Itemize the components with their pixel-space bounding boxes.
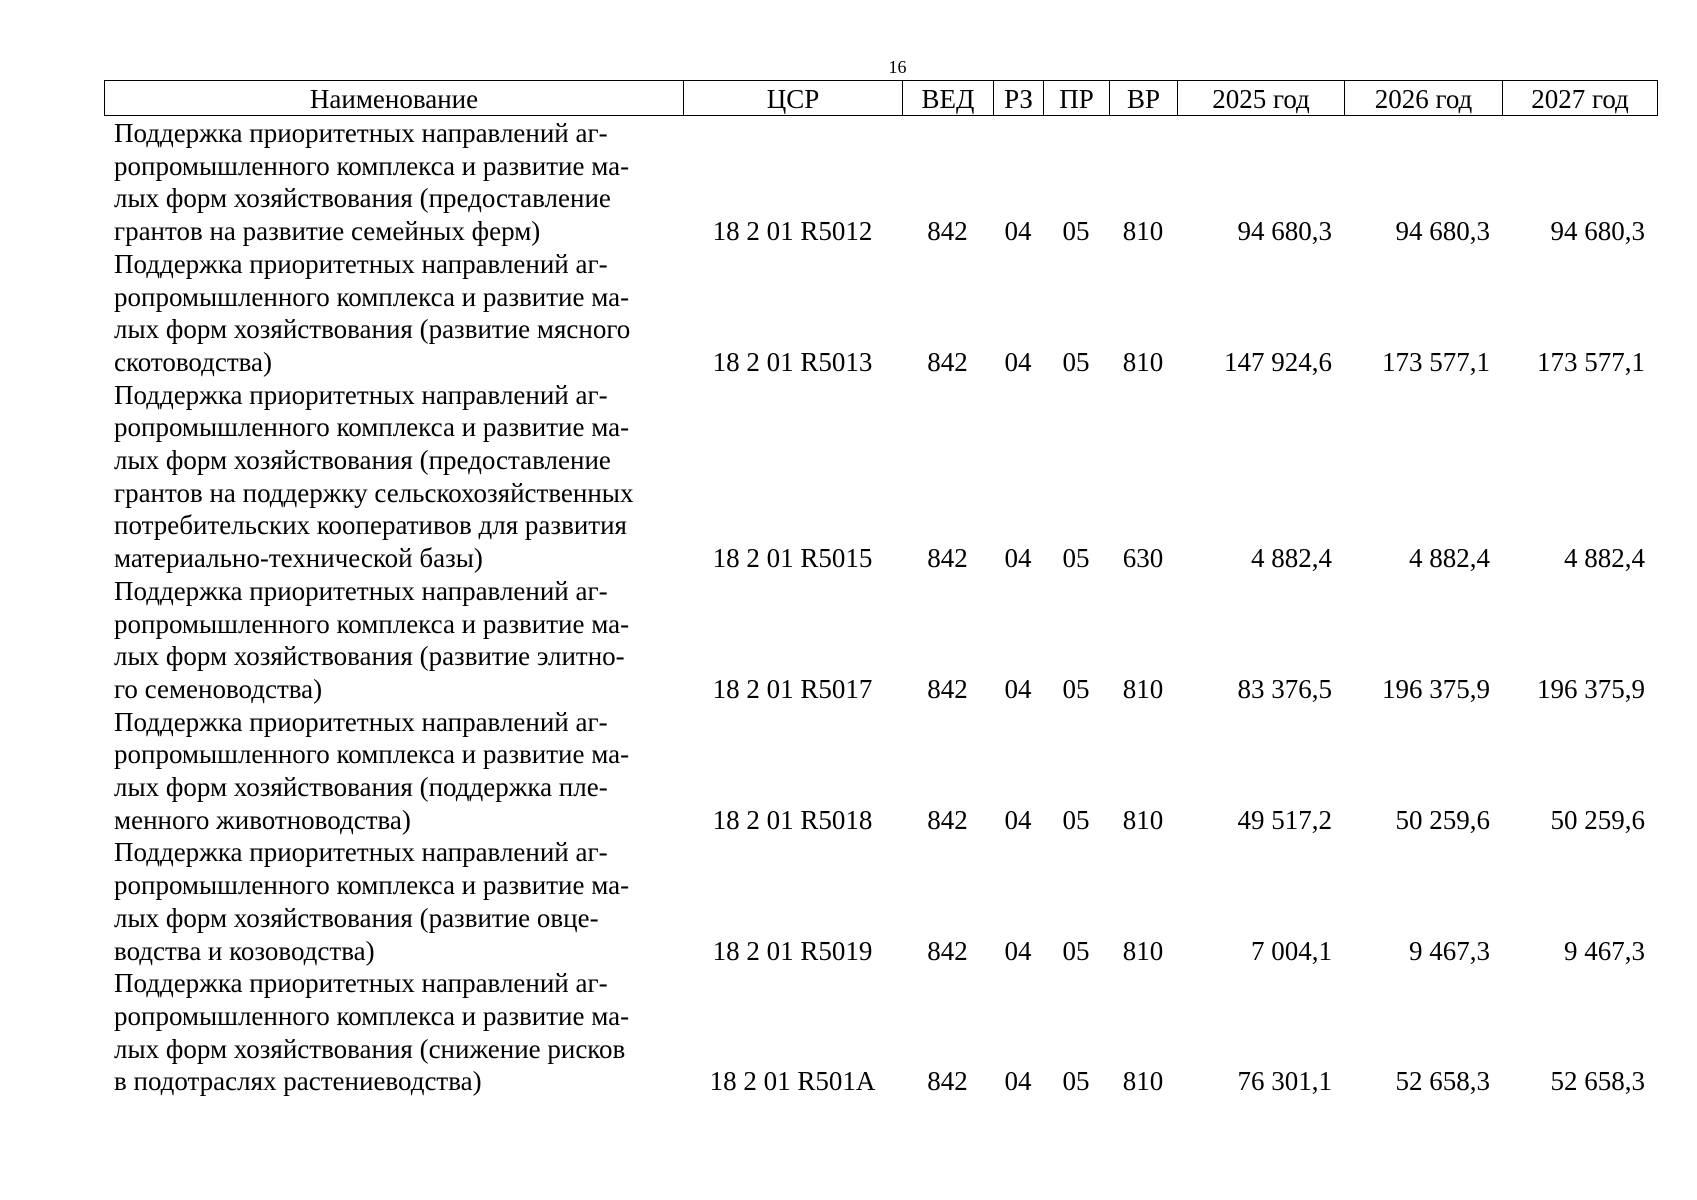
row-name-line: потребительских кооперативов для развития [114, 510, 627, 541]
row-ved: 842 [927, 216, 968, 247]
row-value-2027: 9 467,3 [1564, 935, 1645, 966]
table-row [104, 836, 1657, 967]
row-name-line: ропромышленного комплекса и развитие ма- [114, 1000, 630, 1031]
row-name-line: ропромышленного комплекса и развитие ма- [114, 739, 630, 770]
table-row [104, 379, 1657, 575]
row-rz: 04 [1004, 935, 1032, 966]
row-name-line: лых форм хозяйствования (развитие овце- [114, 902, 599, 933]
row-csr: 18 2 01 R5015 [712, 543, 873, 574]
table-header [104, 80, 1658, 116]
row-value-2025: 49 517,2 [1237, 804, 1332, 835]
row-pr: 05 [1062, 543, 1090, 574]
row-name-line: материально-технической базы) [114, 543, 483, 574]
row-value-2025: 76 301,1 [1237, 1066, 1332, 1097]
row-name-line: ропромышленного комплекса и развитие ма- [114, 608, 630, 639]
row-pr: 05 [1062, 935, 1090, 966]
row-name-line: Поддержка приоритетных направлений аг- [114, 248, 608, 279]
row-csr: 18 2 01 R5018 [712, 804, 873, 835]
row-name-line: Поддержка приоритетных направлений аг- [114, 706, 608, 737]
row-rz: 04 [1004, 346, 1032, 377]
row-name-line: лых форм хозяйствования (развитие мясного [114, 314, 631, 345]
row-vr: 810 [1122, 804, 1164, 835]
row-value-2026: 4 882,4 [1409, 543, 1490, 574]
row-ved: 842 [927, 935, 968, 966]
row-pr: 05 [1062, 673, 1090, 704]
row-value-2025: 83 376,5 [1237, 673, 1332, 704]
table-row [104, 575, 1657, 706]
table-row [104, 967, 1657, 1098]
row-value-2025: 7 004,1 [1251, 935, 1332, 966]
row-name-line: ропромышленного комплекса и развитие ма- [114, 412, 630, 443]
column-header-rz: РЗ [994, 81, 1044, 116]
row-rz: 04 [1004, 1066, 1032, 1097]
row-name-line: менного животноводства) [114, 804, 411, 835]
budget-table [104, 117, 1657, 1098]
row-pr: 05 [1062, 1066, 1090, 1097]
row-name [104, 248, 683, 379]
row-name-line: Поддержка приоритетных направлений аг- [114, 575, 608, 606]
row-name-line: лых форм хозяйствования (снижение рисков [114, 1033, 626, 1064]
row-name-line: ропромышленного комплекса и развитие ма- [114, 870, 630, 901]
row-name-line: Поддержка приоритетных направлений аг- [114, 379, 608, 410]
row-vr: 810 [1122, 216, 1164, 247]
row-vr: 810 [1122, 1066, 1164, 1097]
row-vr: 810 [1122, 346, 1164, 377]
column-header-pr: ПР [1044, 81, 1110, 116]
row-csr: 18 2 01 R5013 [712, 346, 873, 377]
row-value-2027: 50 259,6 [1550, 804, 1645, 835]
row-name [104, 575, 683, 706]
row-name-line: лых форм хозяйствования (поддержка пле- [114, 772, 608, 803]
row-ved: 842 [927, 1066, 968, 1097]
row-value-2027: 196 375,9 [1537, 673, 1645, 704]
row-name-line: ропромышленного комплекса и развитие ма- [114, 281, 630, 312]
row-name-line: го семеноводства) [114, 673, 323, 704]
row-vr: 810 [1122, 673, 1164, 704]
column-header-2025: 2025 год [1178, 81, 1345, 116]
row-name-line: лых форм хозяйствования (предоставление [114, 445, 611, 476]
row-pr: 05 [1062, 804, 1090, 835]
row-csr: 18 2 01 R501A [709, 1066, 876, 1097]
row-vr: 630 [1122, 543, 1164, 574]
row-vr: 810 [1122, 935, 1164, 966]
column-header-vr: ВР [1110, 81, 1178, 116]
row-pr: 05 [1062, 346, 1090, 377]
row-value-2026: 94 680,3 [1395, 216, 1490, 247]
column-header-name: Наименование [105, 81, 684, 116]
row-value-2025: 147 924,6 [1224, 346, 1332, 377]
row-ved: 842 [927, 804, 968, 835]
row-value-2026: 9 467,3 [1409, 935, 1490, 966]
row-ved: 842 [927, 543, 968, 574]
row-value-2025: 4 882,4 [1251, 543, 1332, 574]
row-csr: 18 2 01 R5019 [712, 935, 873, 966]
column-header-2027: 2027 год [1503, 81, 1658, 116]
row-name-line: лых форм хозяйствования (развитие элитно- [114, 641, 625, 672]
row-value-2027: 173 577,1 [1537, 346, 1645, 377]
row-name [104, 117, 683, 248]
row-value-2025: 94 680,3 [1237, 216, 1332, 247]
column-header-2026: 2026 год [1345, 81, 1503, 116]
row-pr: 05 [1062, 216, 1090, 247]
row-rz: 04 [1004, 804, 1032, 835]
row-name [104, 379, 683, 575]
row-name-line: лых форм хозяйствования (предоставление [114, 183, 611, 214]
row-name [104, 836, 683, 967]
row-csr: 18 2 01 R5012 [712, 216, 873, 247]
row-value-2027: 4 882,4 [1564, 543, 1645, 574]
row-name-line: ропромышленного комплекса и развитие ма- [114, 150, 630, 181]
table-row [104, 248, 1657, 379]
row-ved: 842 [927, 673, 968, 704]
row-name-line: скотоводства) [114, 346, 272, 377]
row-value-2027: 94 680,3 [1550, 216, 1645, 247]
row-name-line: водства и козоводства) [114, 935, 375, 966]
table-row [104, 117, 1657, 248]
row-name [104, 967, 683, 1098]
table-row [104, 706, 1657, 837]
row-name-line: в подотраслях растениеводства) [114, 1066, 482, 1097]
column-header-csr: ЦСР [684, 81, 903, 116]
row-name-line: Поддержка приоритетных направлений аг- [114, 837, 608, 868]
row-name [104, 706, 683, 837]
row-value-2026: 196 375,9 [1382, 673, 1490, 704]
row-name-line: грантов на поддержку сельскохозяйственных [114, 477, 634, 508]
row-name-line: Поддержка приоритетных направлений аг- [114, 118, 608, 148]
row-value-2027: 52 658,3 [1550, 1066, 1645, 1097]
row-name-line: грантов на развитие семейных ферм) [114, 216, 541, 247]
page-number: 16 [888, 57, 907, 77]
row-name-line: Поддержка приоритетных направлений аг- [114, 968, 608, 999]
row-rz: 04 [1004, 543, 1032, 574]
row-value-2026: 52 658,3 [1395, 1066, 1490, 1097]
column-header-ved: ВЕД [903, 81, 994, 116]
row-value-2026: 173 577,1 [1382, 346, 1490, 377]
row-value-2026: 50 259,6 [1395, 804, 1490, 835]
row-rz: 04 [1004, 673, 1032, 704]
row-ved: 842 [927, 346, 968, 377]
row-csr: 18 2 01 R5017 [712, 673, 873, 704]
row-rz: 04 [1004, 216, 1032, 247]
